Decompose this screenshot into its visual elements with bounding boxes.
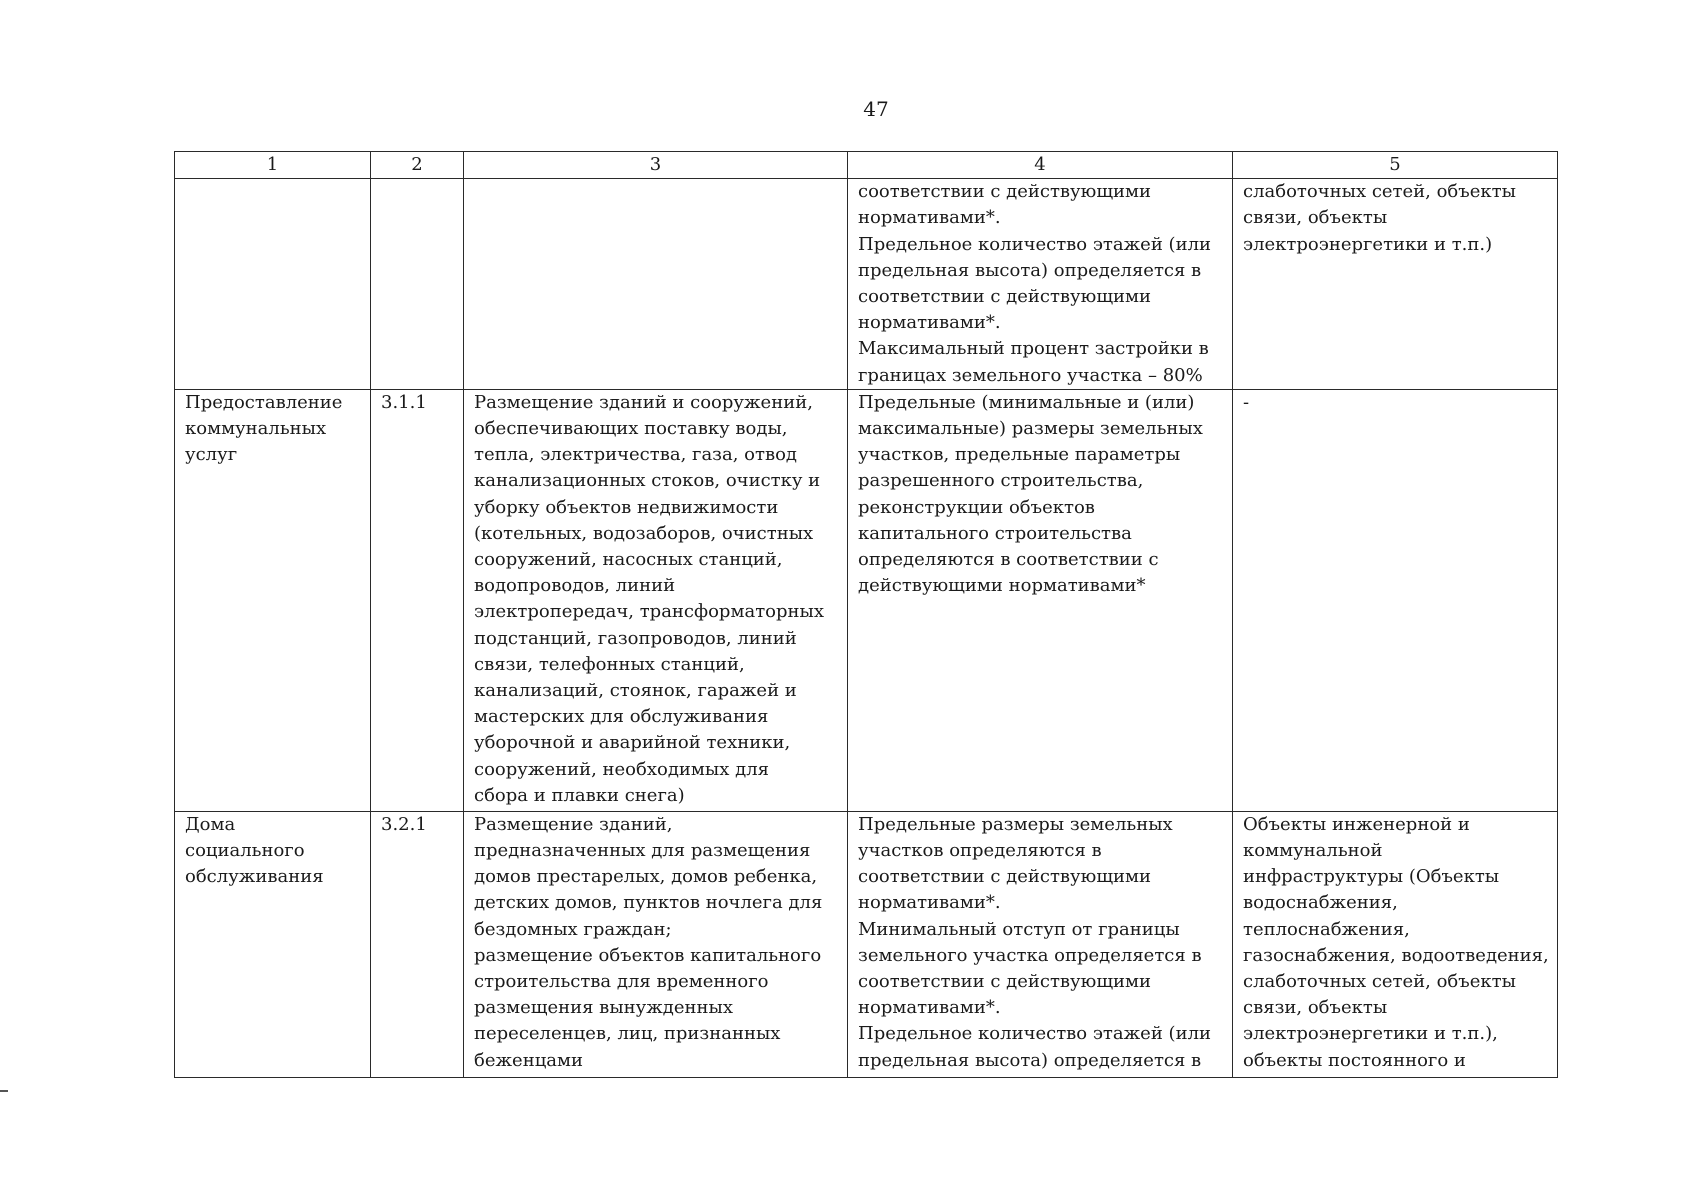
table-cell-code [371, 179, 464, 390]
table-cell-description: Размещение зданий и сооружений, обеспечивающих поставку воды, тепла, электричества, газа, отвод канализационных стоков, очистку и уборку объектов недвижимости (котельных, водозаборов, очистных сооружений, насосных станций, водопроводов, линий электропередач, трансформаторных подстанций, газопроводов, линий связи, телефонных станций, канализаций, стоянок, гаражей и мастерских для обслуживания уборочной и аварийной техники, сооружений, необходимых для сбора и плавки снега) [464, 389, 848, 811]
table-cell-auxiliary-uses: слаботочных сетей, объекты связи, объекты электроэнергетики и т.п.) [1233, 179, 1558, 390]
margin-mark [0, 1090, 8, 1092]
column-header: 3 [464, 152, 848, 179]
table-row [175, 389, 1558, 811]
table-cell-code: 3.2.1 [371, 811, 464, 1077]
table-cell-description [464, 179, 848, 390]
table-cell-auxiliary-uses: Объекты инженерной и коммунальной инфраструктуры (Объекты водоснабжения, теплоснабжения, газоснабжения, водоотведения, слаботочных сетей, объекты связи, объекты электроэнергетики и т.п.), объекты постоянного и [1233, 811, 1558, 1077]
table-cell-use-name: Дома социального обслуживания [175, 811, 371, 1077]
table-cell-parameters: Предельные размеры земельных участков определяются в соответствии с действующими нормативами*. Минимальный отступ от границы земельного участка определяется в соответствии с действующими нормативами*. Предельное количество этажей (или предельная высота) определяется в [848, 811, 1233, 1077]
table-cell-parameters: соответствии с действующими нормативами*. Предельное количество этажей (или предельная высота) определяется в соответствии с действующими нормативами*. Максимальный процент застройки в границах земельного участка – 80% [848, 179, 1233, 390]
table-row [175, 811, 1558, 1077]
table-cell-use-name: Предоставление коммунальных услуг [175, 389, 371, 811]
column-header: 4 [848, 152, 1233, 179]
table-cell-parameters: Предельные (минимальные и (или) максимальные) размеры земельных участков, предельные параметры разрешенного строительства, реконструкции объектов капитального строительства определяются в соответствии с действующими нормативами* [848, 389, 1233, 811]
column-header: 5 [1233, 152, 1558, 179]
table-row [175, 179, 1558, 390]
page-number: 47 [863, 97, 889, 121]
table-header-row [175, 152, 1558, 179]
column-header: 1 [175, 152, 371, 179]
regulations-table [174, 151, 1558, 1078]
table-cell-description: Размещение зданий, предназначенных для размещения домов престарелых, домов ребенка, детских домов, пунктов ночлега для бездомных граждан; размещение объектов капитального строительства для временного размещения вынужденных переселенцев, лиц, признанных беженцами [464, 811, 848, 1077]
table-cell-auxiliary-uses: - [1233, 389, 1558, 811]
column-header: 2 [371, 152, 464, 179]
table-cell-code: 3.1.1 [371, 389, 464, 811]
table-cell-use-name [175, 179, 371, 390]
